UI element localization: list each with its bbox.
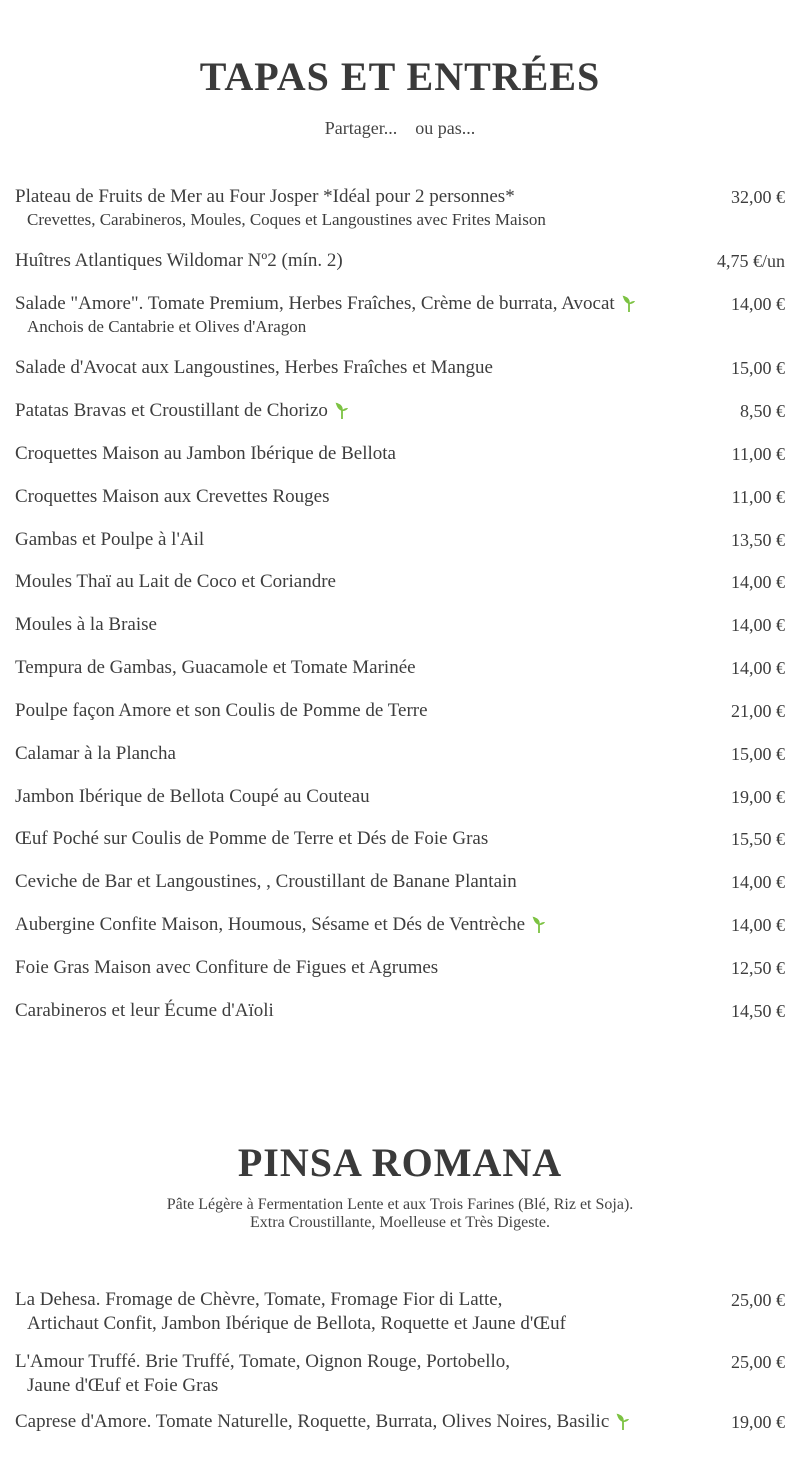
menu-item-description: Artichaut Confit, Jambon Ibérique de Bellota, Roquette et Jaune d'Œuf (27, 1313, 566, 1334)
menu-item (15, 485, 785, 509)
menu-item-name-text: La Dehesa. Fromage de Chèvre, Tomate, Fromage Fior di Latte, (15, 1289, 503, 1310)
menu-item-price: 14,00 € (731, 658, 785, 678)
menu-item (15, 442, 785, 466)
menu-item-description: Anchois de Cantabrie et Olives d'Aragon (27, 317, 307, 336)
menu-item-name (15, 613, 785, 637)
vegetarian-leaf-icon (531, 915, 547, 933)
menu-item-name-text: Œuf Poché sur Coulis de Pomme de Terre et Dés de Foie Gras (15, 828, 489, 849)
menu-item-price: 14,00 € (731, 872, 785, 892)
menu-item-name (15, 399, 785, 423)
menu-item-name-text: Poulpe façon Amore et son Coulis de Pomme de Terre (15, 700, 428, 721)
menu-item-description: Jaune d'Œuf et Foie Gras (27, 1375, 219, 1396)
menu-item-name (15, 956, 785, 980)
menu-item-name-text: Salade d'Avocat aux Langoustines, Herbes Fraîches et Mangue (15, 357, 493, 378)
menu-item-price: 12,50 € (731, 958, 785, 978)
menu-item-name-text: Croquettes Maison au Jambon Ibérique de Bellota (15, 443, 396, 464)
section-title-pinsa: PINSA ROMANA (237, 1140, 563, 1185)
menu-item-name-text: Moules à la Braise (15, 614, 157, 635)
subtitle-part-2: ou pas... (415, 118, 476, 138)
pinsa-description-line-1: Pâte Légère à Fermentation Lente et aux Trois Farines (Blé, Riz et Soja). (166, 1196, 634, 1213)
menu-item-price: 13,50 € (731, 530, 785, 550)
menu-item (15, 1410, 785, 1434)
menu-item-name-text: Plateau de Fruits de Mer au Four Josper *Idéal pour 2 personnes* (15, 186, 515, 207)
menu-item (15, 999, 785, 1023)
menu-item-price: 21,00 € (731, 701, 785, 721)
menu-item-price: 11,00 € (731, 444, 785, 464)
menu-item-name (15, 827, 785, 851)
menu-item-price: 14,50 € (731, 1001, 785, 1021)
menu-item-name (15, 742, 785, 766)
menu-item (15, 742, 785, 766)
menu-item-name (15, 356, 785, 380)
menu-item-name (15, 570, 785, 594)
menu-item-price: 11,00 € (731, 487, 785, 507)
menu-item (15, 292, 785, 338)
menu-item-name (15, 656, 785, 680)
menu-item-name (15, 870, 785, 894)
menu-item (15, 356, 785, 380)
section-title-tapas: TAPAS ET ENTRÉES (199, 54, 601, 99)
vegetarian-leaf-icon (615, 1412, 631, 1430)
menu-item (15, 249, 785, 273)
menu-item (15, 185, 785, 231)
menu-item-price: 8,50 € (740, 401, 785, 421)
menu-item-description: Crevettes, Carabineros, Moules, Coques et Langoustines avec Frites Maison (27, 210, 546, 229)
vegetarian-leaf-icon (621, 294, 637, 312)
menu-item (15, 956, 785, 980)
menu-item-name (15, 913, 785, 937)
menu-item (15, 913, 785, 937)
menu-item-price: 4,75 €/un (716, 251, 785, 271)
menu-item (15, 528, 785, 552)
menu-item-name (15, 1350, 785, 1374)
menu-item-name (15, 292, 785, 316)
menu-item (15, 570, 785, 594)
menu-item-name (15, 528, 785, 552)
menu-item-price: 25,00 € (731, 1290, 785, 1310)
menu-item (15, 1350, 785, 1398)
menu-item-price: 15,50 € (731, 829, 785, 849)
menu-item-name (15, 249, 785, 273)
menu-item-name (15, 1410, 785, 1434)
menu-item-name-text: Tempura de Gambas, Guacamole et Tomate Marinée (15, 657, 416, 678)
menu-item-name-text: Croquettes Maison aux Crevettes Rouges (15, 486, 330, 507)
menu-item (15, 656, 785, 680)
menu-item-price: 15,00 € (731, 358, 785, 378)
menu-item-name-text: Moules Thaï au Lait de Coco et Coriandre (15, 571, 336, 592)
menu-item-name (15, 699, 785, 723)
menu-item (15, 785, 785, 809)
menu-item-price: 14,00 € (731, 615, 785, 635)
menu-item (15, 699, 785, 723)
pinsa-description-line-2: Extra Croustillante, Moelleuse et Très Digeste. (250, 1214, 550, 1231)
menu-item-name-text: Carabineros et leur Écume d'Aïoli (15, 1000, 274, 1021)
menu-item-name-text: Caprese d'Amore. Tomate Naturelle, Roquette, Burrata, Olives Noires, Basilic (15, 1411, 610, 1432)
menu-item-name-text: Patatas Bravas et Croustillant de Chorizo (15, 400, 328, 421)
menu-item-name (15, 999, 785, 1023)
menu-item-name (15, 785, 785, 809)
menu-item (15, 870, 785, 894)
menu-item-price: 14,00 € (731, 294, 785, 314)
menu-item (15, 827, 785, 851)
menu-item-name (15, 185, 785, 209)
tapas-subtitle (0, 116, 800, 140)
menu-item-name-text: Calamar à la Plancha (15, 743, 176, 764)
subtitle-part-1: Partager... (324, 118, 398, 138)
menu-item-price: 32,00 € (731, 187, 785, 207)
menu-item-price: 14,00 € (731, 572, 785, 592)
menu-item-name-text: Salade "Amore". Tomate Premium, Herbes Fraîches, Crème de burrata, Avocat (15, 293, 615, 314)
menu-item-price: 14,00 € (731, 915, 785, 935)
pinsa-description (0, 1196, 800, 1232)
menu-item-name (15, 485, 785, 509)
menu-item-price: 19,00 € (731, 787, 785, 807)
menu-item-name-text: Aubergine Confite Maison, Houmous, Sésame et Dés de Ventrèche (15, 914, 526, 935)
menu-item-name-text: Ceviche de Bar et Langoustines, , Croustillant de Banane Plantain (15, 871, 517, 892)
menu-item-price: 25,00 € (731, 1352, 785, 1372)
menu-item (15, 399, 785, 423)
menu-item-name-text: Gambas et Poulpe à l'Ail (15, 529, 205, 550)
menu-item-name (15, 1288, 785, 1312)
vegetarian-leaf-icon (334, 401, 350, 419)
menu-item-name-text: L'Amour Truffé. Brie Truffé, Tomate, Oignon Rouge, Portobello, (15, 1351, 511, 1372)
menu-item-name-text: Jambon Ibérique de Bellota Coupé au Couteau (15, 786, 370, 807)
menu-item (15, 1288, 785, 1336)
menu-item-price: 19,00 € (731, 1412, 785, 1432)
menu-item-price: 15,00 € (731, 744, 785, 764)
menu-item (15, 613, 785, 637)
menu-item-name-text: Huîtres Atlantiques Wildomar Nº2 (mín. 2) (15, 250, 343, 271)
menu-item-name (15, 442, 785, 466)
menu-item-name-text: Foie Gras Maison avec Confiture de Figues et Agrumes (15, 957, 439, 978)
